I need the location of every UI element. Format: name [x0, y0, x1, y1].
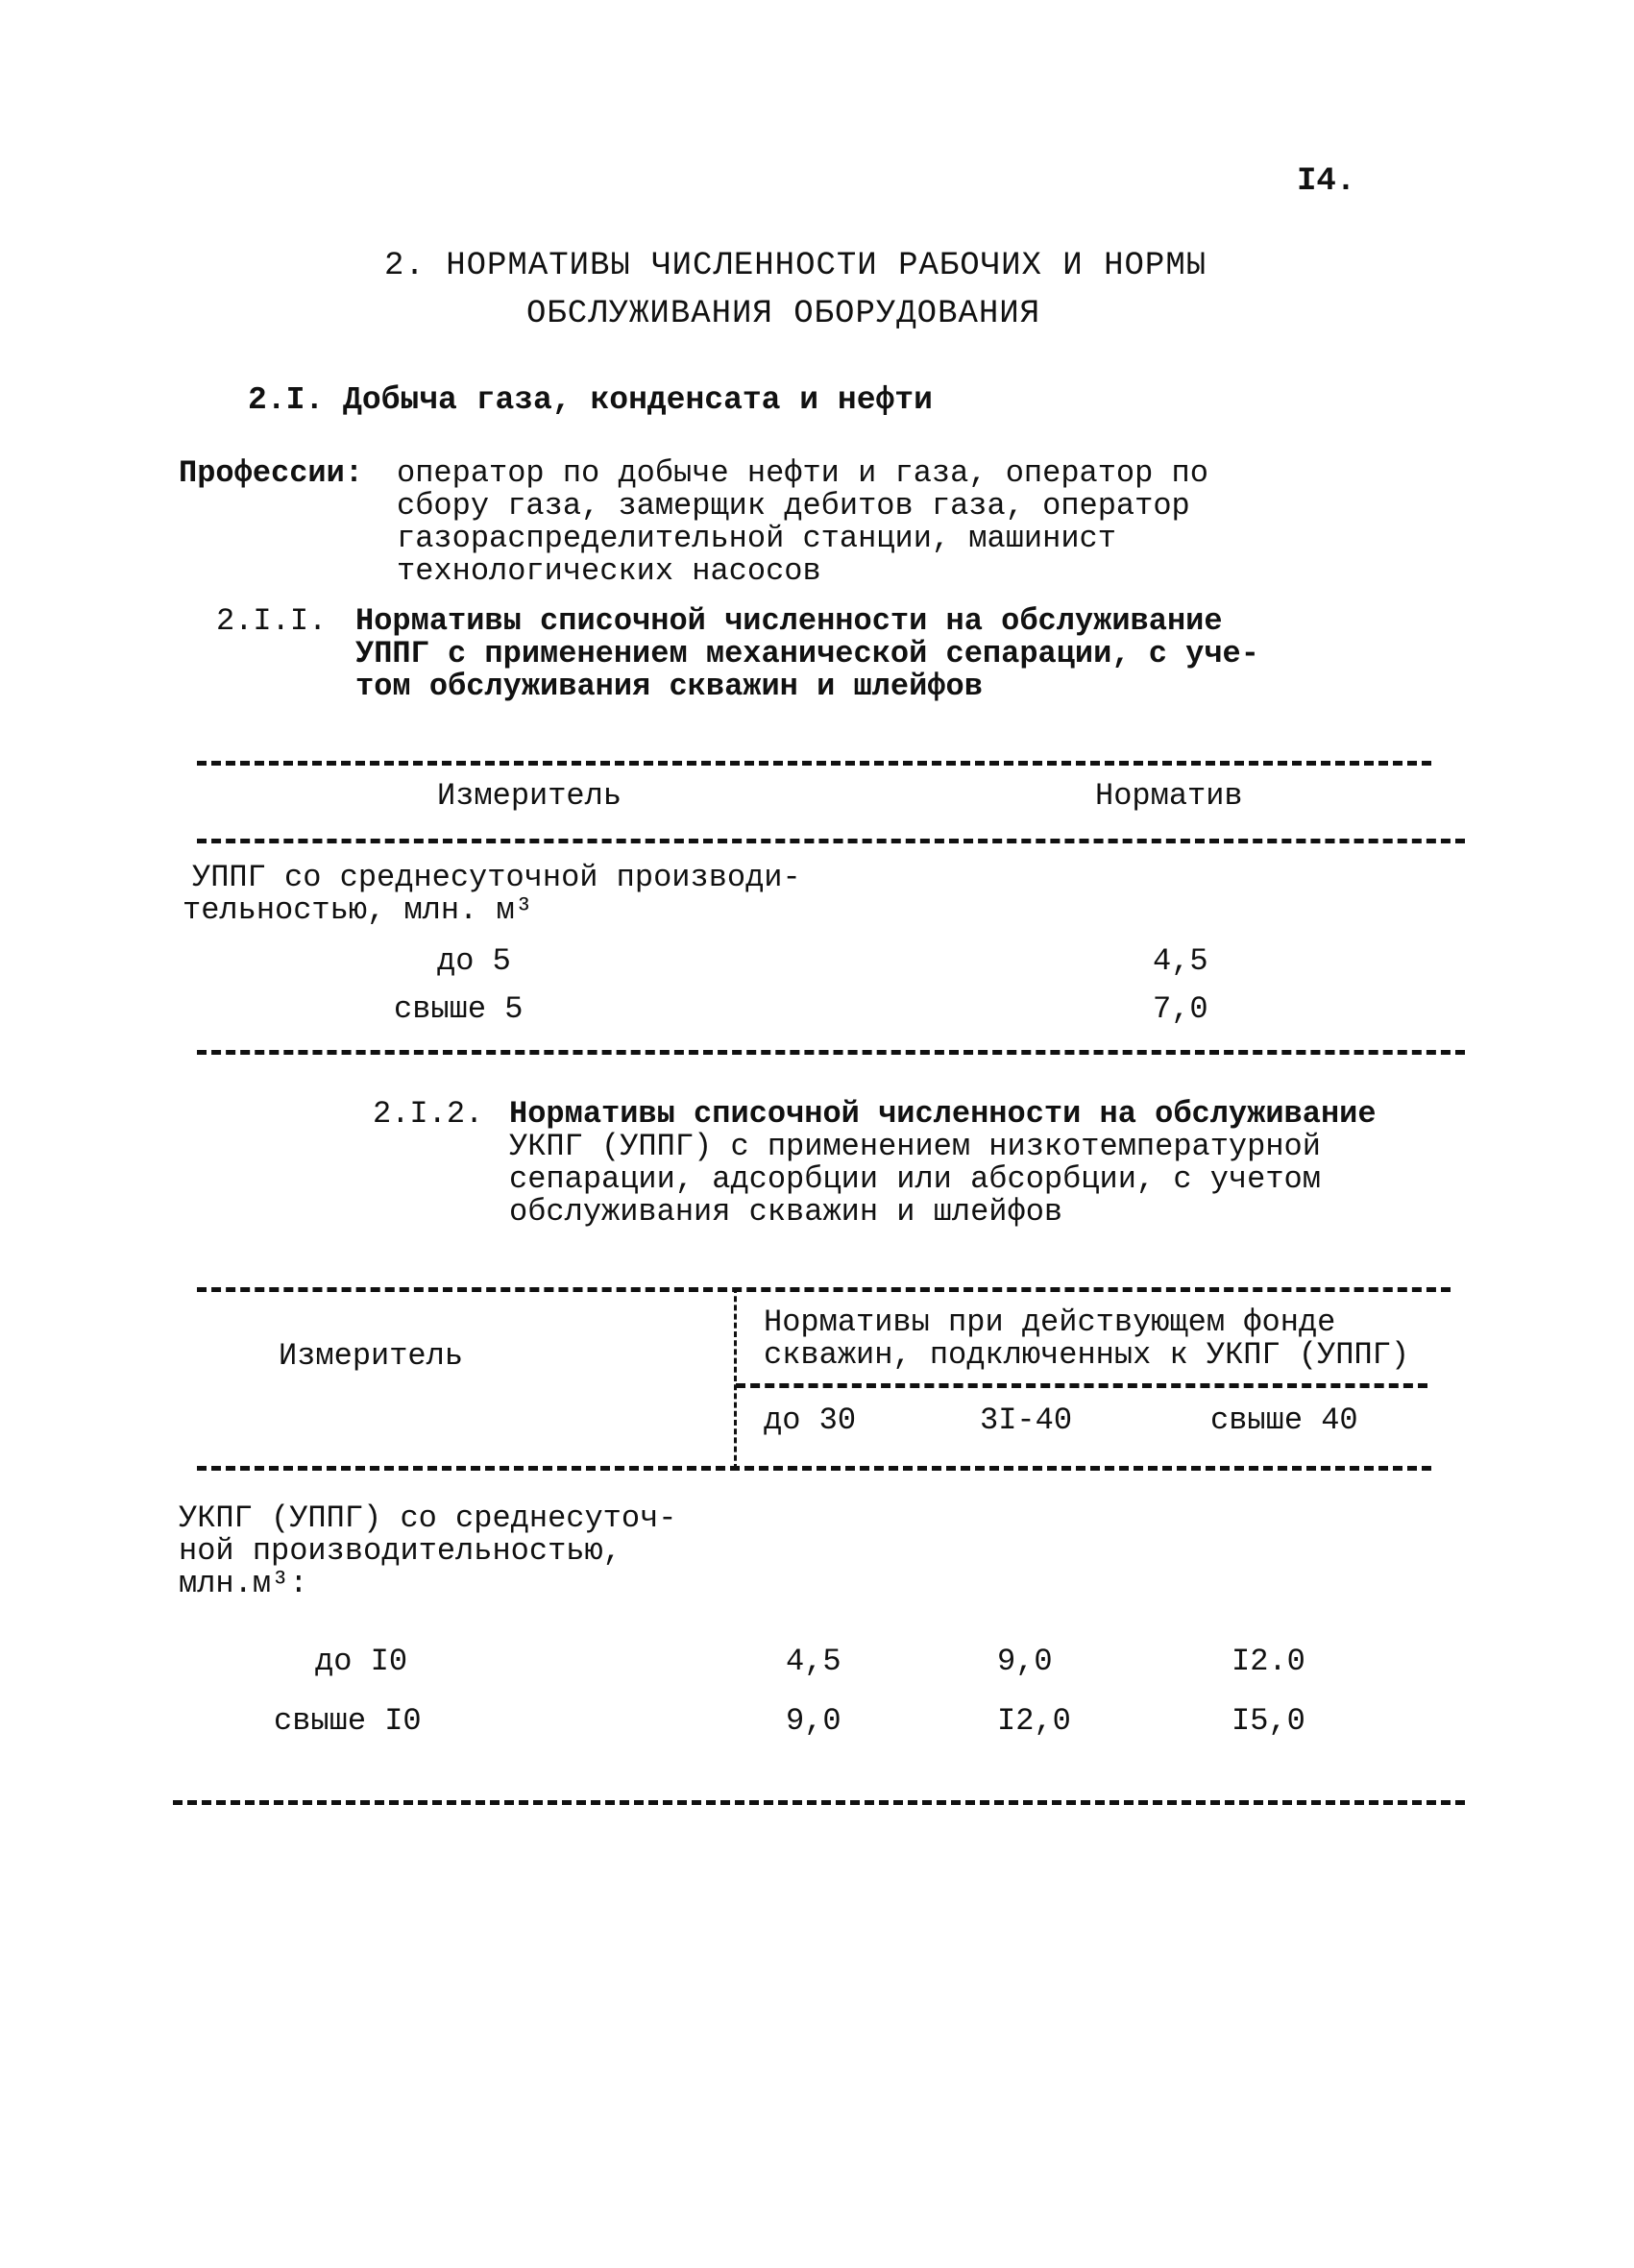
- table1-row-1-label: до 5: [437, 943, 511, 979]
- table2-group-line-1: УКПГ (УППГ) со среднесуточ-: [179, 1500, 677, 1536]
- table2-top-rule: [197, 1287, 1451, 1292]
- table1-top-rule: [197, 761, 1431, 766]
- sub2-title-line-3: сепарации, адсорбции или абсорбции, с учетом: [509, 1161, 1321, 1197]
- sub1-number: 2.I.I.: [216, 603, 328, 639]
- table2-subcol-3: свыше 40: [1210, 1402, 1358, 1438]
- table2-row-1-label: до I0: [315, 1644, 408, 1679]
- sub2-title-line-4: обслуживания скважин и шлейфов: [509, 1194, 1063, 1230]
- sub1-title-line-2: УППГ с применением механической сепарации, с уче-: [355, 636, 1259, 671]
- table2-row-1-value-1: 4,5: [786, 1644, 841, 1679]
- table2-subheader-rule: [736, 1383, 1427, 1388]
- table2-row-2-value-3: I5,0: [1232, 1703, 1305, 1739]
- table2-row-2-label: свыше I0: [274, 1703, 422, 1739]
- table2-column-divider: [734, 1287, 737, 1470]
- sub2-title-line-1: Нормативы списочной численности на обслуживание: [509, 1096, 1377, 1132]
- table1-group-line-2: тельностью, млн. м³: [183, 892, 533, 928]
- professions-line-4: технологических насосов: [397, 553, 821, 589]
- table2-subcol-1: до 30: [764, 1402, 857, 1438]
- professions-line-2: сбору газа, замерщик дебитов газа, оператор: [397, 488, 1190, 524]
- table1-row-1-value: 4,5: [1153, 943, 1208, 979]
- table2-col-measure: Измеритель: [279, 1338, 464, 1374]
- sub2-number: 2.I.2.: [373, 1096, 484, 1132]
- page-number: I4.: [1297, 163, 1356, 200]
- table1-bottom-rule: [197, 1050, 1465, 1055]
- table1-header-rule: [197, 839, 1465, 843]
- sub1-title-line-1: Нормативы списочной численности на обслуживание: [355, 603, 1223, 639]
- table2-subcol-2: 3I-40: [980, 1402, 1073, 1438]
- section-title: 2.I. Добыча газа, конденсата и нефти: [248, 382, 933, 418]
- table1-col-measure: Измеритель: [437, 778, 622, 814]
- table2-row-2-value-1: 9,0: [786, 1703, 841, 1739]
- table2-norm-header-line-1: Нормативы при действующем фонде: [764, 1305, 1336, 1340]
- table2-row-1-value-3: I2.0: [1232, 1644, 1305, 1679]
- professions-line-3: газораспределительной станции, машинист: [397, 521, 1116, 556]
- professions-label: Профессии:: [179, 455, 364, 491]
- table2-bottom-rule: [173, 1800, 1465, 1805]
- main-heading-line-2: ОБСЛУЖИВАНИЯ ОБОРУДОВАНИЯ: [526, 296, 1041, 332]
- sub1-title-line-3: том обслуживания скважин и шлейфов: [355, 669, 983, 704]
- table1-col-norm: Норматив: [1095, 778, 1243, 814]
- table1-row-2-value: 7,0: [1153, 991, 1208, 1027]
- sub2-title-line-2: УКПГ (УППГ) с применением низкотемпературной: [509, 1129, 1321, 1164]
- table2-norm-header-line-2: скважин, подключенных к УКПГ (УППГ): [764, 1337, 1410, 1373]
- table1-group-line-1: УППГ со среднесуточной производи-: [192, 860, 801, 895]
- main-heading-line-1: 2. НОРМАТИВЫ ЧИСЛЕННОСТИ РАБОЧИХ И НОРМЫ: [384, 248, 1207, 284]
- table2-group-line-2: ной производительностью,: [179, 1533, 622, 1569]
- table2-group-line-3: млн.м³:: [179, 1566, 308, 1601]
- professions-line-1: оператор по добыче нефти и газа, оператор по: [397, 455, 1208, 491]
- table2-row-2-value-2: I2,0: [997, 1703, 1071, 1739]
- table2-header-rule: [197, 1466, 1431, 1471]
- table1-row-2-label: свыше 5: [394, 991, 524, 1027]
- table2-row-1-value-2: 9,0: [997, 1644, 1053, 1679]
